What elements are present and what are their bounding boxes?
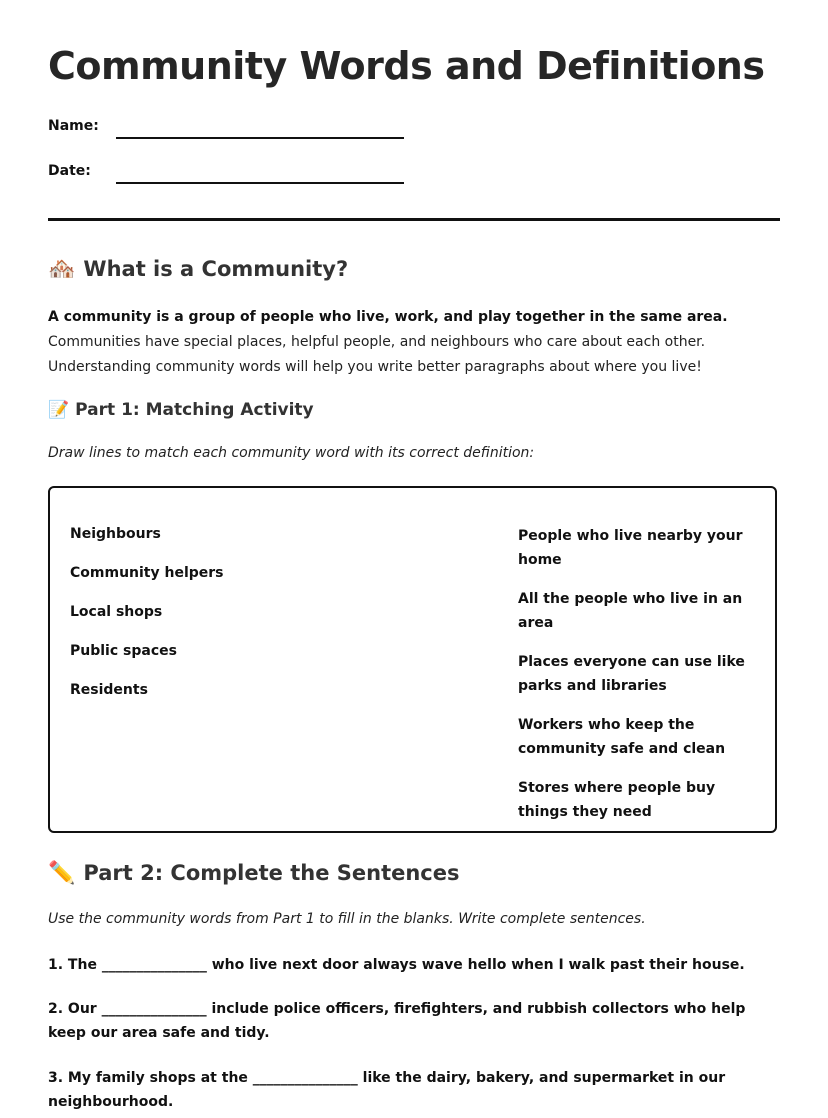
part1-instruction: Draw lines to match each community word with its correct definition:: [48, 445, 535, 461]
intro-text: Communities have special places, helpful people, and neighbours who care about each other. Understanding community words will help you write better paragraphs about where you live!: [48, 334, 706, 375]
memo-icon: 📝: [48, 400, 70, 420]
name-label: Name:: [48, 118, 99, 134]
name-line[interactable]: [116, 137, 404, 139]
word-item: Community helpers: [70, 565, 224, 581]
word-item: Local shops: [70, 604, 163, 620]
word-list: [70, 524, 224, 719]
section-heading-community: [48, 257, 348, 282]
part2-instruction: Use the community words from Part 1 to fill in the blanks. Write complete sentences.: [48, 911, 646, 927]
word-item: Public spaces: [70, 643, 177, 659]
header-divider: [48, 218, 780, 221]
definition-item: All the people who live in an area: [518, 591, 743, 631]
date-line[interactable]: [116, 182, 404, 184]
date-label: Date:: [48, 163, 91, 179]
sentence-item: 1. The _______________ who live next door always wave hello when I walk past their house.: [48, 957, 745, 973]
part2-heading-text: Part 2: Complete the Sentences: [83, 861, 460, 885]
definition-item: Places everyone can use like parks and libraries: [518, 654, 745, 694]
definition-list: [518, 524, 768, 839]
section-heading-text: What is a Community?: [83, 257, 349, 281]
intro-bold-text: A community is a group of people who live, work, and play together in the same area.: [48, 309, 728, 325]
page-title: Community Words and Definitions: [48, 44, 765, 88]
word-item: Residents: [70, 682, 148, 698]
pencil-icon: ✏️: [48, 861, 76, 886]
part1-heading: [48, 400, 314, 420]
definition-item: Workers who keep the community safe and clean: [518, 717, 726, 757]
matching-box: [48, 486, 777, 833]
intro-paragraph: [48, 305, 783, 380]
part2-heading: [48, 861, 460, 886]
sentence-item: 3. My family shops at the _______________ like the dairy, bakery, and supermarket in our neighbourhood.: [48, 1070, 726, 1110]
part1-heading-text: Part 1: Matching Activity: [75, 400, 314, 420]
definition-item: Stores where people buy things they need: [518, 780, 716, 820]
house-icon: 🏘️: [48, 257, 76, 282]
sentence-item: 2. Our _______________ include police officers, firefighters, and rubbish collectors who help keep our area safe and tidy.: [48, 1001, 746, 1041]
word-item: Neighbours: [70, 526, 161, 542]
definition-item: People who live nearby your home: [518, 528, 743, 568]
